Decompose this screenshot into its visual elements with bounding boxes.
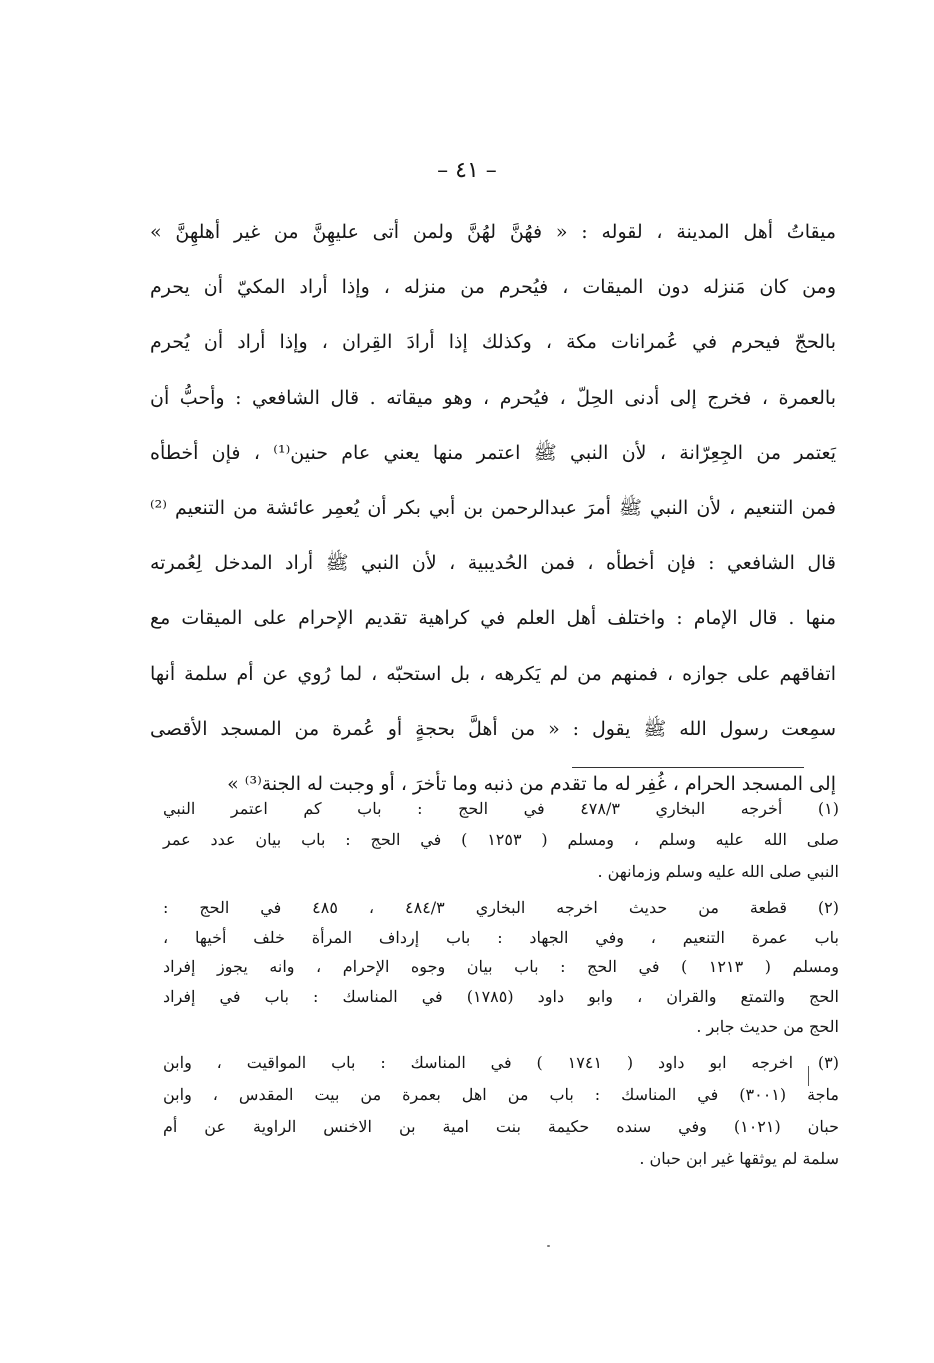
footnote-line: سلمة لم يوثقها غير ابن حبان .	[639, 1149, 839, 1169]
footnote-line: ومسلم ( ١٢١٣ ) في الحج : باب بيان وجوه الإحرام ، وانه يجوز إفراد	[163, 957, 839, 977]
footnote-line: (١) أخرجه البخاري ٤٧٨/٣ في الحج : باب كم اعتمر النبي	[163, 799, 839, 818]
footnote-1	[163, 793, 839, 887]
main-text-block	[150, 205, 836, 812]
main-text-line: بالعمرة ، فخرج إلى أدنى الحِلّ ، فيُحرم ، وهو ميقاته . قال الشافعي : وأحبُّ أن	[150, 386, 836, 409]
footnote-line: باب عمرة التنعيم ، وفي الجهاد : باب إرداف المرأة خلف أخيها ،	[163, 927, 839, 947]
footnote-line: ماجة (٣٠٠١) في المناسك : باب من اهل بعمرة من بيت المقدس ، وابن	[163, 1085, 840, 1105]
footnotes-block	[163, 793, 839, 1181]
main-text-line: فمن التنعيم ، لأن النبي ﷺ أمرَ عبدالرحمن بن أبي بكر أن يُعمِر عائشة من التنعيم ⁽²⁾	[150, 496, 836, 519]
scan-speck	[547, 1245, 550, 1247]
main-text-line: ميقاتُ أهل المدينة ، لقوله : « فهُنَّ لهُنَّ ولمن أتى عليهِنَّ من غير أهلهِنَّ »	[150, 221, 836, 243]
footnote-3	[163, 1047, 839, 1175]
footnote-2	[163, 893, 839, 1041]
footnote-line: الحج من حديث جابر .	[696, 1016, 839, 1036]
main-text-line: بالحجّ فيحرم في عُمرانات مكة ، وكذلك إذا أرادَ القِران ، وإذا أراد أن يُحرم	[150, 331, 836, 354]
footnote-separator	[572, 767, 804, 768]
footnote-line: النبي صلى الله عليه وسلم وزمانهن .	[597, 861, 839, 881]
footnote-line: صلى الله عليه وسلم ، ومسلم ( ١٢٥٣ ) في الحج : باب بيان عدد عمر	[163, 830, 839, 850]
main-text-line: اتفاقهم على جوازه ، فمنهم من لم يَكرهه ، بل استحبّه ، لما رُوي عن أم سلمة أنها	[150, 662, 836, 685]
footnote-line: الحج والتمتع والقران ، وابو داود (١٧٨٥) في المناسك : باب في إفراد	[163, 986, 840, 1006]
main-text-line: يَعتمر من الجِعِرّانة ، لأن النبي ﷺ اعتمر منها يعني عام حنين⁽¹⁾ ، فإن أخطأه	[150, 441, 836, 464]
main-text-line: منها . قال الإمام : واختلف أهل العلم في كراهية تقديم الإحرام على الميقات مع	[150, 607, 836, 630]
main-text-line: قال الشافعي : فإن أخطأه ، فمن الحُديبية ، لأن النبي ﷺ أراد المدخل لِعُمرته	[150, 552, 836, 575]
footnote-line: (٢) قطعة من حديث اخرجه البخاري ٤٨٤/٣ ، ٤٨٥ في الحج :	[163, 898, 839, 918]
margin-mark	[808, 1066, 809, 1086]
page-number: – ٤١ –	[437, 158, 497, 183]
main-text-line: ومن كان مَنزله دون الميقات ، فيُحرم من منزله ، وإذا أراد المكيّ أن يحرم	[150, 276, 836, 299]
footnote-line: حبان (١٠٢١) وفي سنده حكيمة بنت امية بن الاخنس الراوية عن أم	[163, 1117, 840, 1137]
footnote-line: (٣) اخرجه ابو داود ( ١٧٤١ ) في المناسك : باب المواقيت ، وابن	[163, 1053, 840, 1073]
main-text-line: سمِعت رسول الله ﷺ يقول : « من أهلَّ بحجةٍ أو عُمرة من المسجد الأقصى	[150, 717, 836, 740]
main-text-line: إلى المسجد الحرام ، غُفِر له ما تقدم من ذنبه وما تأخرَ ، أو وجبت له الجنة⁽³⁾ »	[227, 772, 836, 795]
